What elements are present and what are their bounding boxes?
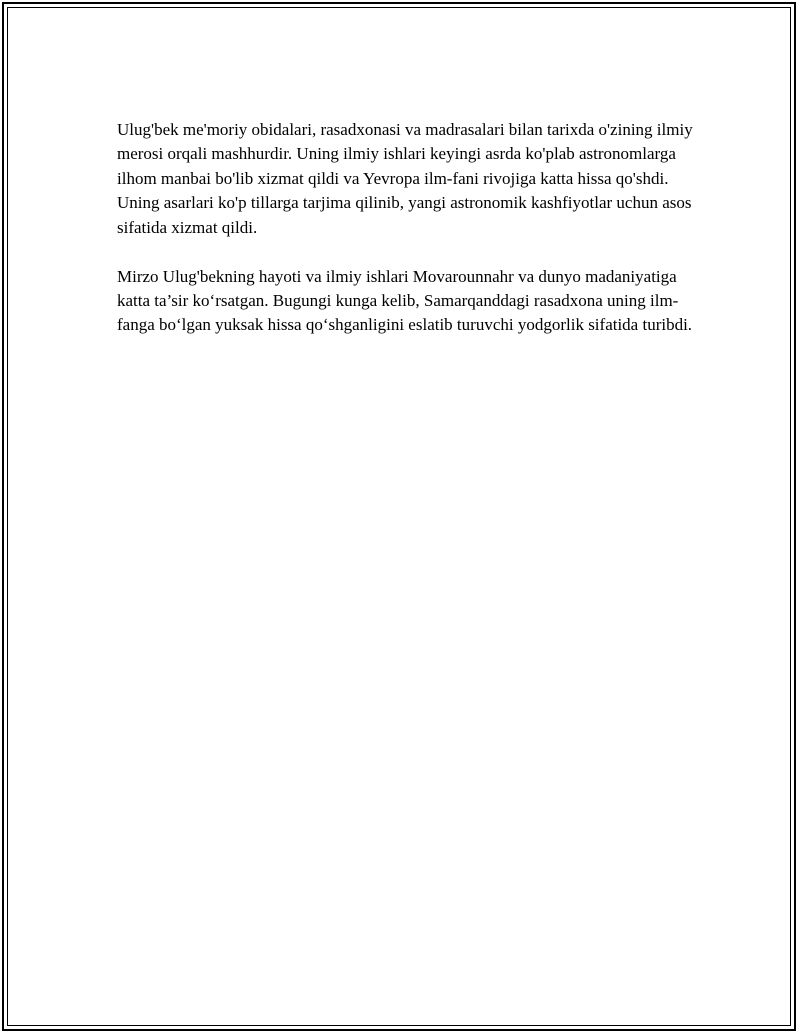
paragraph-ulugbek-legacy: Ulug'bek me'moriy obidalari, rasadxonasi va madrasalari bilan tarixda o'zining ilmiy merosi orqali mashhurdir. Uning ilmiy ishlari keyingi asrda ko'plab astronomlarga ilhom manbai bo'lib xizmat qildi va Yevropa ilm-fani rivojiga katta hissa qo'shdi. Uning asarlari ko'p tillarga tarjima qilinib, yangi astronomik kashfiyotlar uchun asos sifatida xizmat qildi. xyxy=(117,120,693,237)
document-body xyxy=(117,118,697,362)
paragraph-ulugbek-influence: Mirzo Ulug'bekning hayoti va ilmiy ishlari Movarounnahr va dunyo madaniyatiga katta ta’sir ko‘rsatgan. Bugungi kunga kelib, Samarqanddagi rasadxona uning ilm-fanga bo‘lgan yuksak hissa qo‘shganligini eslatib turuvchi yodgorlik sifatida turibdi. xyxy=(117,266,693,335)
